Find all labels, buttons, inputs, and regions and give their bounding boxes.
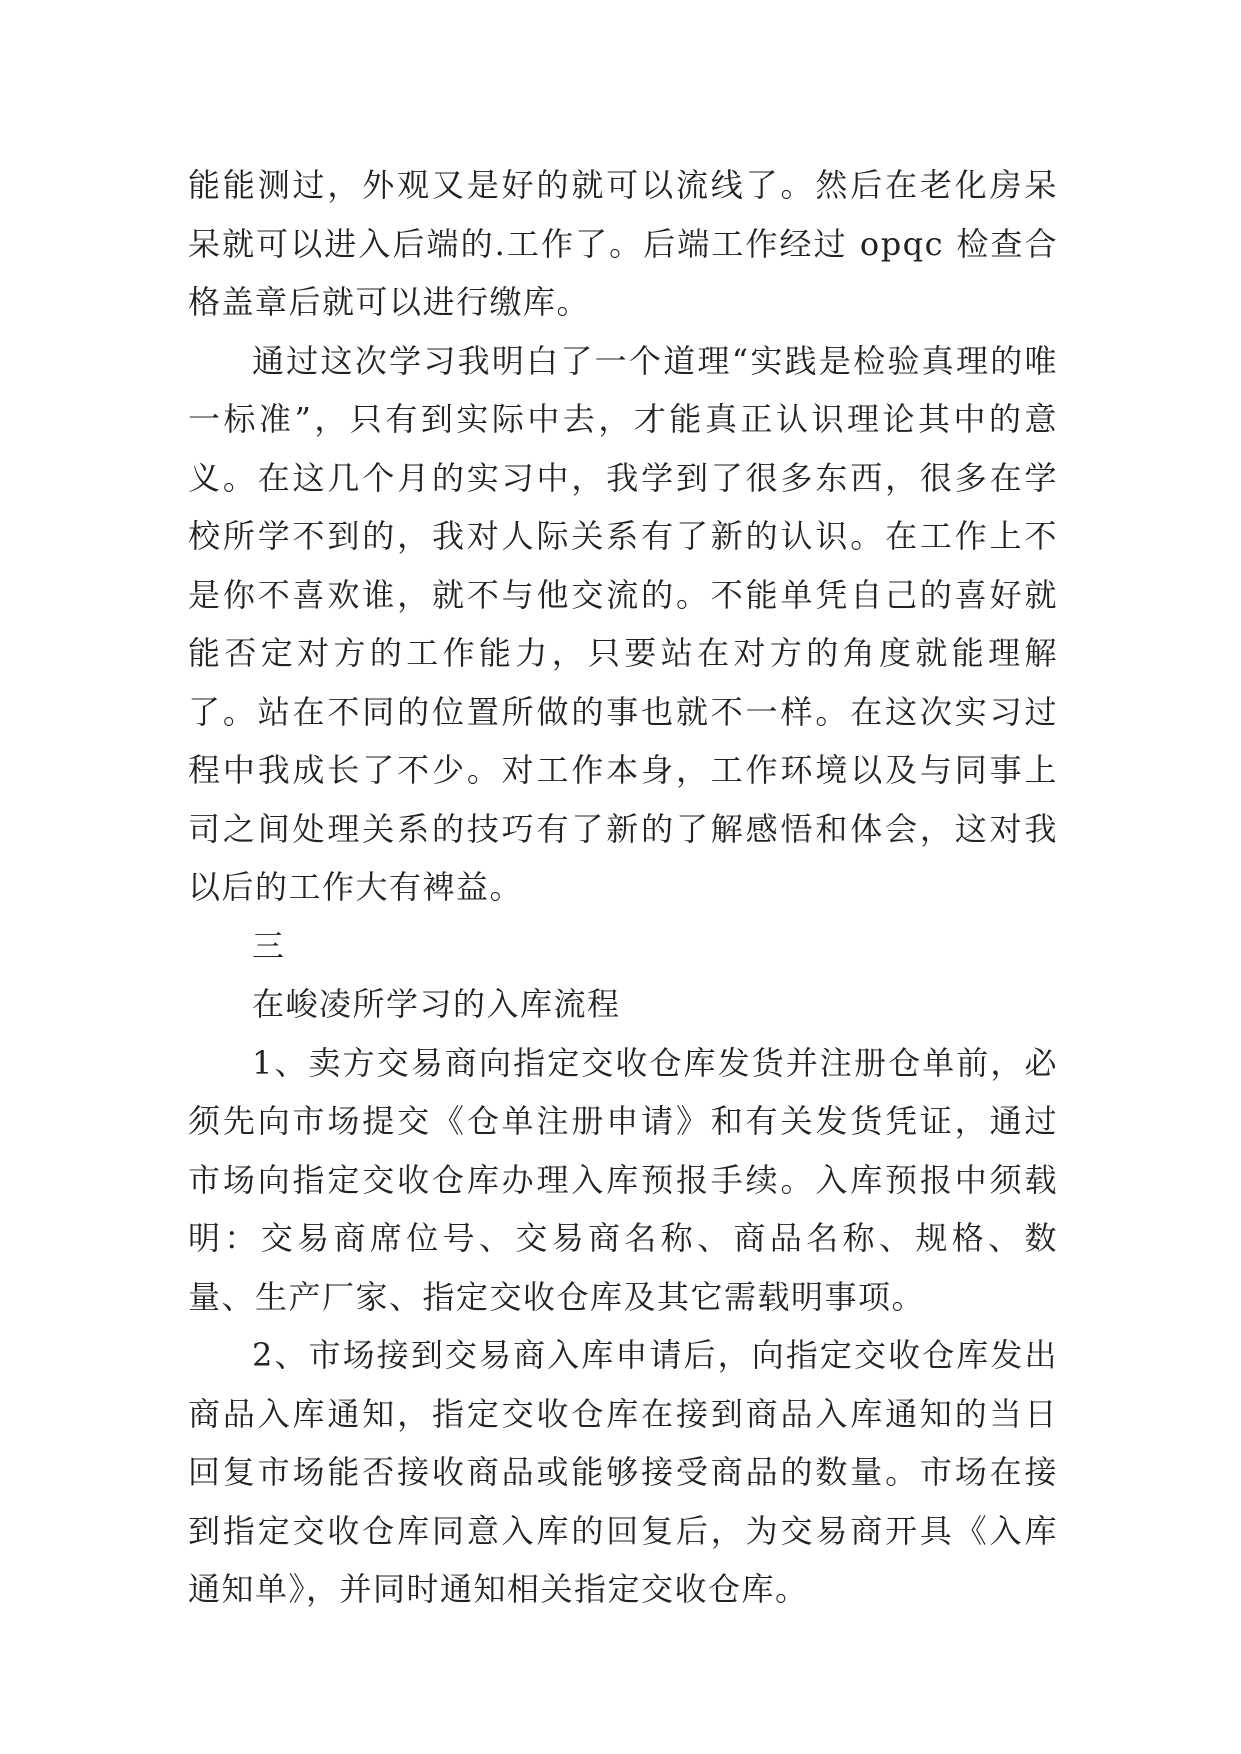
- section-number: 三: [252, 926, 286, 965]
- document-body: [188, 156, 1058, 1619]
- paragraph-practice-reflection: 通过这次学习我明白了一个道理“实践是检验真理的唯一标准”，只有到实际中去，才能真正认识理论其中的意义。在这几个月的实习中，我学到了很多东西，很多在学校所学不到的，我对人际关系有了新的认识。在工作上不是你不喜欢谁，就不与他交流的。不能单凭自己的喜好就能否定对方的工作能力，只要站在对方的角度就能理解了。站在不同的位置所做的事也就不一样。在这次实习过程中我成长了不少。对工作本身，工作环境以及与同事上司之间处理关系的技巧有了新的了解感悟和体会，这对我以后的工作大有裨益。: [188, 341, 1058, 906]
- paragraph-step-2: 2、市场接到交易商入库申请后，向指定交收仓库发出商品入库通知，指定交收仓库在接到商品入库通知的当日回复市场能否接收商品或能够接受商品的数量。市场在接到指定交收仓库同意入库的回复后，为交易商开具《入库通知单》，并同时通知相关指定交收仓库。: [188, 1336, 1058, 1608]
- section-heading: 在峻凌所学习的入库流程: [252, 985, 621, 1023]
- paragraph-continuation: 能能测过，外观又是好的就可以流线了。然后在老化房呆呆就可以进入后端的.工作了。后端工作经过 opqc 检查合格盖章后就可以进行缴库。: [188, 166, 1058, 321]
- paragraph-step-1: 1、卖方交易商向指定交收仓库发货并注册仓单前，必须先向市场提交《仓单注册申请》和有关发货凭证，通过市场向指定交收仓库办理入库预报手续。入库预报中须载明：交易商席位号、交易商名称、商品名称、规格、数量、生产厂家、指定交收仓库及其它需载明事项。: [188, 1043, 1058, 1316]
